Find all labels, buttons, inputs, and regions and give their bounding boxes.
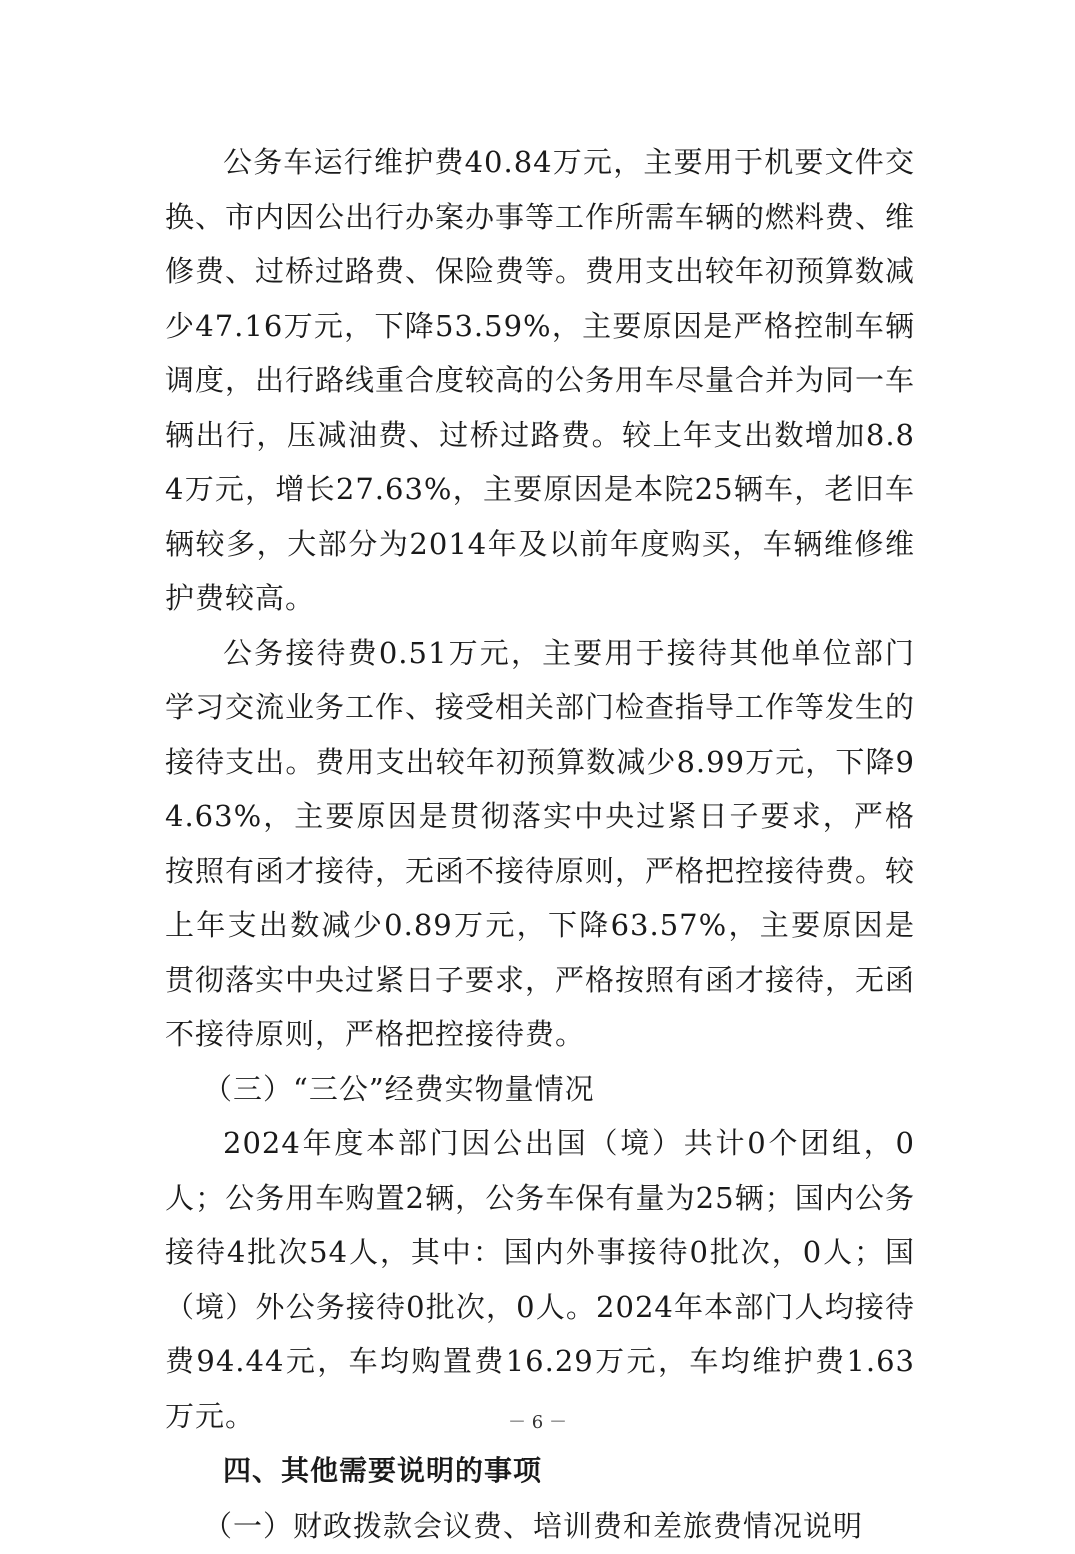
paragraph-reception-expenses: 公务接待费0.51万元，主要用于接待其他单位部门学习交流业务工作、接受相关部门检查指导工作等发生的接待支出。费用支出较年初预算数减少8.99万元，下降94.63%，主要原因是贯彻落实中央过紧日子要求，严格按照有函才接待，无函不接待原则，严格把控接待费。较上年支出数减少0.89万元，下降63.57%，主要原因是贯彻落实中央过紧日子要求，严格按照有函才接待，无函不接待原则，严格把控接待费。	[165, 635, 916, 1051]
paragraph-quantities: 2024年度本部门因公出国（境）共计0个团组，0人；公务用车购置2辆，公务车保有量为25辆；国内公务接待4批次54人，其中：国内外事接待0批次，0人；国（境）外公务接待0批次，0人。2024年本部门人均接待费94.44元，车均购置费16.29万元，车均维护费1.63万元。	[165, 1126, 915, 1433]
paragraph-vehicle-maintenance: 公务车运行维护费40.84万元，主要用于机要文件交换、市内因公出行办案办事等工作所需车辆的燃料费、维修费、过桥过路费、保险费等。费用支出较年初预算数减少47.16万元，下降53.59%，主要原因是严格控制车辆调度，出行路线重合度较高的公务用车尽量合并为同一车辆出行，压减油费、过桥过路费。较上年支出数增加8.84万元，增长27.63%，主要原因是本院25辆车，老旧车辆较多，大部分为2014年及以前年度购买，车辆维修维护费较高。	[165, 145, 916, 615]
document-body	[165, 135, 915, 1554]
section-heading-other-matters: 四、其他需要说明的事项	[223, 1454, 543, 1487]
subheading-three-public-quantities: （三）“三公”经费实物量情况	[203, 1071, 595, 1106]
subheading-meeting-training-travel: （一）财政拨款会议费、培训费和差旅费情况说明	[203, 1509, 864, 1543]
page-number: － 6 －	[508, 1412, 567, 1433]
